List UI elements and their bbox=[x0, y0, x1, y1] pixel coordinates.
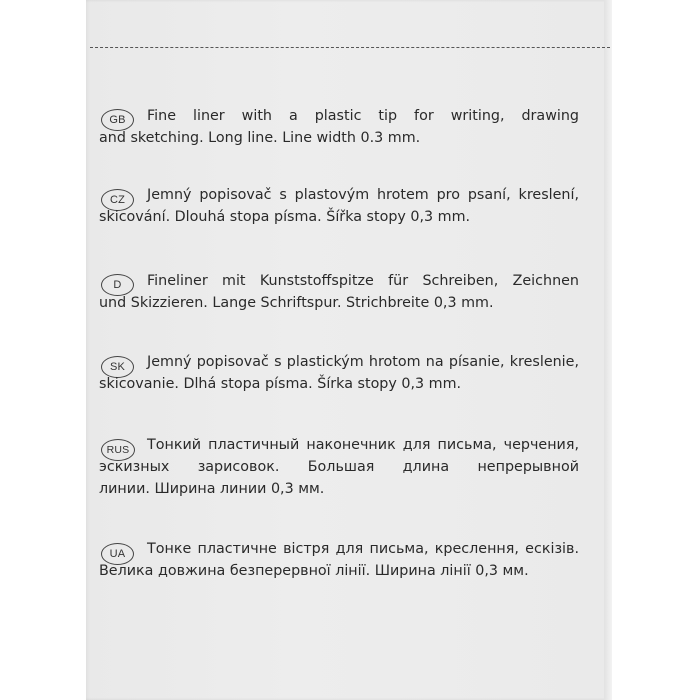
cut-line-divider bbox=[90, 47, 610, 48]
text-line: Тонкий пластичный наконечник для письма, черчения, bbox=[147, 437, 579, 453]
text-line: Jemný popisovač s plastovým hrotem pro psaní, kreslení, bbox=[147, 187, 579, 203]
section-sk-text bbox=[99, 351, 579, 395]
text-line: und Skizzieren. Lange Schriftspur. Strichbreite 0,3 mm. bbox=[99, 295, 494, 311]
text-line: Fineliner mit Kunststoffspitze für Schreiben, Zeichnen bbox=[147, 273, 579, 289]
text-line: skicování. Dlouhá stopa písma. Šířka stopy 0,3 mm. bbox=[99, 209, 471, 225]
language-badge-sk: SK bbox=[101, 356, 134, 378]
language-badge-cz: CZ bbox=[101, 189, 134, 211]
text-line: Велика довжина безперервної лінії. Ширина лінії 0,3 мм. bbox=[99, 563, 529, 579]
language-badge-gb: GB bbox=[101, 109, 134, 131]
text-line: эскизных зарисовок. Большая длина непрерывной bbox=[99, 459, 579, 475]
text-line: Fine liner with a plastic tip for writing, drawing bbox=[147, 108, 579, 124]
language-badge-d: D bbox=[101, 274, 134, 296]
text-line: линии. Ширина линии 0,3 мм. bbox=[99, 481, 325, 497]
section-rus-text bbox=[99, 434, 579, 500]
language-badge-rus: RUS bbox=[101, 439, 135, 461]
section-cz-text bbox=[99, 184, 579, 228]
text-line: Jemný popisovač s plastickým hrotom na písanie, kreslenie, bbox=[147, 354, 579, 370]
text-line: Тонке пластичне вістря для письма, креслення, ескізів. bbox=[147, 541, 579, 557]
text-line: and sketching. Long line. Line width 0.3 mm. bbox=[99, 130, 421, 146]
section-gb-text bbox=[99, 105, 579, 149]
section-ua-text bbox=[99, 538, 579, 582]
section-d-text bbox=[99, 270, 579, 314]
card-edge bbox=[604, 0, 612, 700]
text-line: skicovanie. Dlhá stopa písma. Šírka stopy 0,3 mm. bbox=[99, 376, 462, 392]
language-badge-ua: UA bbox=[101, 543, 134, 565]
